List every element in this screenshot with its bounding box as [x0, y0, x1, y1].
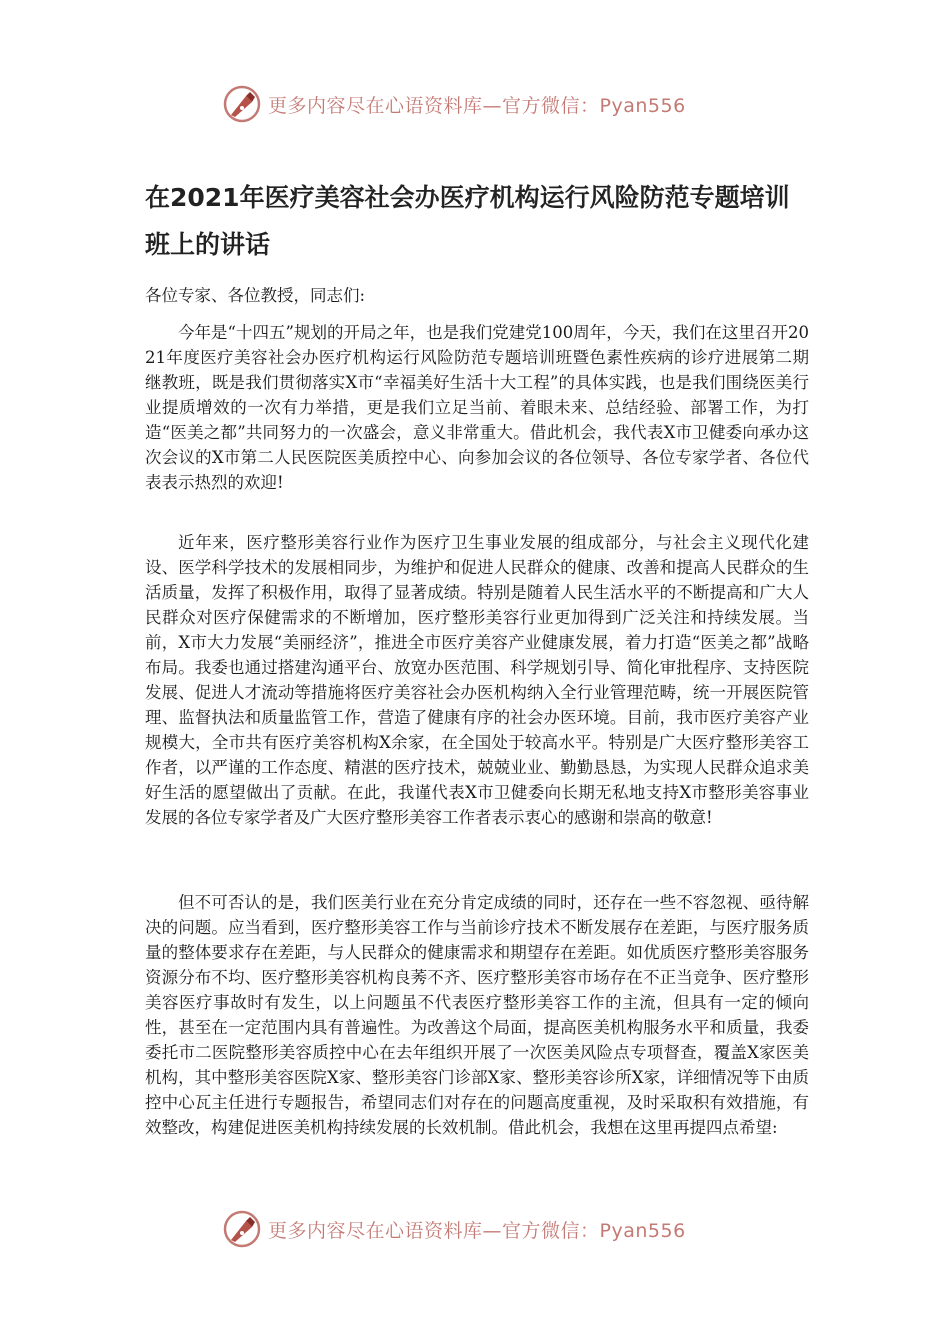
pen-nib-logo-icon	[222, 84, 262, 124]
header-watermark-banner	[222, 84, 742, 124]
body-paragraph: 近年来，医疗整形美容行业作为医疗卫生事业发展的组成部分，与社会主义现代化建设、医学科学技术的发展相同步，为维护和促进人民群众的健康、改善和提高人民群众的生活质量，发挥了积极作用，取得了显著成绩。特别是随着人民生活水平的不断提高和广大人民群众对医疗保健需求的不断增加，医疗整形美容行业更加得到广泛关注和持续发展。当前，X市大力发展“美丽经济”，推进全市医疗美容产业健康发展，着力打造“医美之都”战略布局。我委也通过搭建沟通平台、放宽办医范围、科学规划引导、简化审批程序、支持医院发展、促进人才流动等措施将医疗美容社会办医机构纳入全行业管理范畴，统一开展医院管理、监督执法和质量监管工作，营造了健康有序的社会办医环境。目前，我市医疗美容产业规模大，全市共有医疗美容机构X余家，在全国处于较高水平。特别是广大医疗整形美容工作者，以严谨的工作态度、精湛的医疗技术，兢兢业业、勤勤恳恳，为实现人民群众追求美好生活的愿望做出了贡献。在此，我谨代表X市卫健委向长期无私地支持X市整形美容事业发展的各位专家学者及广大医疗整形美容工作者表示衷心的感谢和崇高的敬意!	[145, 533, 809, 827]
greeting-line: 各位专家、各位教授，同志们:	[145, 286, 366, 305]
banner-text: 更多内容尽在心语资料库—官方微信：Pyan556	[268, 94, 686, 117]
banner-text: 更多内容尽在心语资料库—官方微信：Pyan556	[268, 1219, 686, 1242]
pen-nib-logo-icon	[222, 1209, 262, 1249]
body-paragraph: 今年是“十四五”规划的开局之年，也是我们党建党100周年，今天，我们在这里召开2021年度医疗美容社会办医疗机构运行风险防范专题培训班暨色素性疾病的诊疗进展第二期继教班，既是我们贯彻落实X市“幸福美好生活十大工程”的具体实践，也是我们围绕医美行业提质增效的一次有力举措，更是我们立足当前、着眼未来、总结经验、部署工作，为打造“医美之都”共同努力的一次盛会，意义非常重大。借此机会，我代表X市卫健委向承办这次会议的X市第二人民医院医美质控中心、向参加会议的各位领导、各位专家学者、各位代表表示热烈的欢迎!	[145, 323, 809, 492]
body-paragraph: 但不可否认的是，我们医美行业在充分肯定成绩的同时，还存在一些不容忽视、亟待解决的问题。应当看到，医疗整形美容工作与当前诊疗技术不断发展存在差距，与医疗服务质量的整体要求存在差距，与人民群众的健康需求和期望存在差距。如优质医疗整形美容服务资源分布不均、医疗整形美容机构良莠不齐、医疗整形美容市场存在不正当竞争、医疗整形美容医疗事故时有发生，以上问题虽不代表医疗整形美容工作的主流，但具有一定的倾向性，甚至在一定范围内具有普遍性。为改善这个局面，提高医美机构服务水平和质量，我委委托市二医院整形美容质控中心在去年组织开展了一次医美风险点专项督查，覆盖X家医美机构，其中整形美容医院X家、整形美容门诊部X家、整形美容诊所X家，详细情况等下由质控中心瓦主任进行专题报告，希望同志们对存在的问题高度重视，及时采取积有效措施，有效整改，构建促进医美机构持续发展的长效机制。借此机会，我想在这里再提四点希望:	[145, 893, 809, 1137]
document-title: 在2021年医疗美容社会办医疗机构运行风险防范专题培训班上的讲话	[145, 183, 790, 259]
footer-watermark-banner	[222, 1209, 742, 1249]
